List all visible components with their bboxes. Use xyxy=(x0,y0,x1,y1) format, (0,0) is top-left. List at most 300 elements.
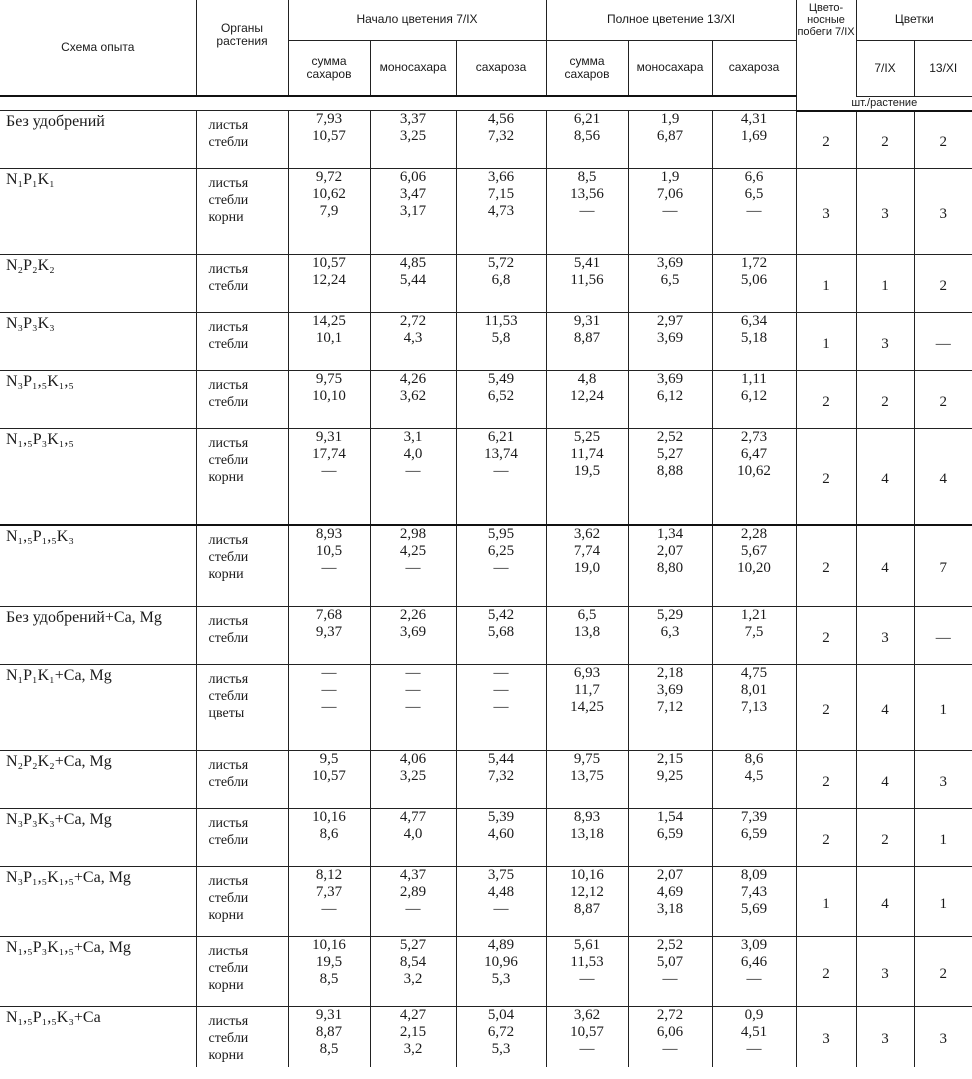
f-suc-cell-value: 1,69 xyxy=(740,128,768,144)
f-suc-cell-value: 8,09 xyxy=(740,867,768,883)
f-mono-cell xyxy=(628,665,712,751)
organs-cell-value: корни xyxy=(208,210,244,225)
s-sum-cell xyxy=(288,313,370,371)
f-sum-cell-value: 5,61 xyxy=(573,937,601,953)
f-suc-cell-value: 5,69 xyxy=(740,901,768,917)
f-sum-cell xyxy=(546,937,628,1007)
s-suc-cell xyxy=(456,867,546,937)
s-mono-cell-value: — xyxy=(405,463,421,479)
s-sum-cell-value: — xyxy=(321,559,337,576)
s-suc-cell xyxy=(456,371,546,429)
s-suc-cell-value: — xyxy=(493,901,509,917)
shoots-cell: 2 xyxy=(796,665,856,751)
f-mono-cell-value: 7,12 xyxy=(656,699,684,715)
flowers-13xi-cell: 1 xyxy=(914,665,972,751)
flowers-13xi-cell: 1 xyxy=(914,809,972,867)
f-mono-cell xyxy=(628,607,712,665)
shoots-cell: 2 xyxy=(796,429,856,525)
f-suc-cell xyxy=(712,371,796,429)
s-mono-cell xyxy=(370,371,456,429)
scheme-cell: N₁P₁K₁ xyxy=(0,169,196,255)
organs-cell-value: цветы xyxy=(208,706,245,721)
scheme-cell: Без удобрений xyxy=(0,111,196,169)
s-suc-cell-value: — xyxy=(493,559,509,576)
flowers-13xi-cell: 7 xyxy=(914,525,972,607)
f-suc-cell-value: 1,21 xyxy=(740,607,768,623)
s-mono-cell xyxy=(370,665,456,751)
organs-cell xyxy=(196,371,288,429)
organs-cell xyxy=(196,751,288,809)
s-suc-cell-value: 5,04 xyxy=(487,1007,515,1023)
f-mono-cell-value: 2,52 xyxy=(656,429,684,445)
f-mono-cell-value: 5,29 xyxy=(656,607,684,623)
header-unit: шт./растение xyxy=(796,96,972,111)
table-header xyxy=(0,0,972,111)
f-suc-cell-value: 2,28 xyxy=(740,525,768,542)
f-sum-cell-value: 3,62 xyxy=(573,525,601,542)
s-mono-cell-value: 4,26 xyxy=(399,371,427,387)
table-row xyxy=(0,1007,972,1067)
f-mono-cell xyxy=(628,313,712,371)
s-mono-cell-value: 3,2 xyxy=(403,971,423,987)
f-mono-cell-value: — xyxy=(662,971,678,987)
f-mono-cell-value: — xyxy=(662,1041,678,1057)
f-mono-cell-value: 3,69 xyxy=(656,371,684,387)
f-sum-cell-value: 5,25 xyxy=(573,429,601,445)
f-mono-cell xyxy=(628,1007,712,1067)
f-sum-cell-value: 11,53 xyxy=(570,954,604,970)
flowers-7ix-cell: 3 xyxy=(856,1007,914,1067)
organs-cell xyxy=(196,1007,288,1067)
s-suc-cell xyxy=(456,111,546,169)
f-mono-cell-value: 6,3 xyxy=(660,624,680,640)
f-sum-cell-value: 19,5 xyxy=(573,463,601,479)
f-mono-cell-value: 3,69 xyxy=(656,255,684,271)
header-full-mono: моносахара xyxy=(628,40,712,96)
table-row xyxy=(0,525,972,607)
flowers-13xi-cell: — xyxy=(914,607,972,665)
f-suc-cell-value: 7,5 xyxy=(744,624,764,640)
f-suc-cell-value: — xyxy=(746,971,762,987)
s-sum-cell-value: 9,37 xyxy=(315,624,343,640)
scheme-cell: N₃P₃K₃ xyxy=(0,313,196,371)
s-suc-cell xyxy=(456,525,546,607)
s-sum-cell-value: 8,93 xyxy=(315,525,343,542)
organs-cell-value: стебли xyxy=(208,135,249,150)
flowers-7ix-cell: 1 xyxy=(856,255,914,313)
f-sum-cell xyxy=(546,371,628,429)
scheme-cell: N₂P₂K₂ xyxy=(0,255,196,313)
f-suc-cell xyxy=(712,937,796,1007)
f-suc-cell xyxy=(712,111,796,169)
s-mono-cell xyxy=(370,169,456,255)
s-sum-cell-value: 10,16 xyxy=(312,937,346,953)
f-sum-cell xyxy=(546,255,628,313)
f-suc-cell xyxy=(712,429,796,525)
s-sum-cell-value: 12,24 xyxy=(312,272,346,288)
f-mono-cell xyxy=(628,371,712,429)
s-suc-cell-value: — xyxy=(493,463,509,479)
s-mono-cell xyxy=(370,111,456,169)
organs-cell-value: листья xyxy=(208,176,249,191)
table-row xyxy=(0,169,972,255)
s-sum-cell-value: 10,1 xyxy=(315,330,343,346)
s-suc-cell-value: 5,3 xyxy=(491,1041,511,1057)
s-sum-cell-value: 14,25 xyxy=(312,313,346,329)
organs-cell xyxy=(196,525,288,607)
f-suc-cell-value: 8,01 xyxy=(740,682,768,698)
header-full-sum: сумма сахаров xyxy=(546,40,628,96)
s-sum-cell-value: 9,5 xyxy=(319,751,339,767)
f-sum-cell-value: — xyxy=(579,203,595,219)
scheme-cell: Без удобрений+Ca, Mg xyxy=(0,607,196,665)
f-suc-cell xyxy=(712,525,796,607)
s-sum-cell-value: 10,5 xyxy=(315,542,343,559)
s-suc-cell-value: 4,56 xyxy=(487,111,515,127)
f-sum-cell-value: 10,57 xyxy=(570,1024,604,1040)
organs-cell xyxy=(196,429,288,525)
f-sum-cell-value: 13,75 xyxy=(570,768,604,784)
s-mono-cell xyxy=(370,751,456,809)
f-suc-cell-value: 10,20 xyxy=(737,559,771,576)
f-suc-cell xyxy=(712,169,796,255)
organs-cell xyxy=(196,111,288,169)
f-suc-cell-value: 6,34 xyxy=(740,313,768,329)
s-mono-cell-value: 3,1 xyxy=(403,429,423,445)
table-body xyxy=(0,111,972,1067)
f-sum-cell xyxy=(546,867,628,937)
s-sum-cell xyxy=(288,665,370,751)
s-sum-cell-value: — xyxy=(321,699,337,715)
scheme-cell: N₁,₅P₃K₁,₅ xyxy=(0,429,196,525)
s-suc-cell xyxy=(456,937,546,1007)
table-row xyxy=(0,937,972,1007)
organs-cell xyxy=(196,607,288,665)
table-row xyxy=(0,371,972,429)
s-mono-cell-value: 3,17 xyxy=(399,203,427,219)
f-sum-cell-value: 6,93 xyxy=(573,665,601,681)
organs-cell xyxy=(196,937,288,1007)
header-start-mono: моносахара xyxy=(370,40,456,96)
scheme-cell: N₁,₅P₁,₅K₃ xyxy=(0,525,196,607)
table-row xyxy=(0,111,972,169)
organs-cell-value: стебли xyxy=(208,689,249,704)
f-sum-cell xyxy=(546,607,628,665)
s-sum-cell-value: 17,74 xyxy=(312,446,346,462)
f-sum-cell-value: 11,7 xyxy=(574,682,600,698)
s-mono-cell xyxy=(370,1007,456,1067)
organs-cell-value: листья xyxy=(208,614,249,629)
s-suc-cell-value: 11,53 xyxy=(484,313,518,329)
f-sum-cell xyxy=(546,169,628,255)
header-full-bloom: Полное цветение 13/XI xyxy=(546,0,796,40)
f-sum-cell-value: 7,74 xyxy=(573,542,601,559)
f-sum-cell xyxy=(546,809,628,867)
table-row xyxy=(0,665,972,751)
s-suc-cell xyxy=(456,751,546,809)
flowers-13xi-cell: 2 xyxy=(914,111,972,169)
s-sum-cell xyxy=(288,429,370,525)
s-sum-cell-value: 10,57 xyxy=(312,255,346,271)
s-mono-cell xyxy=(370,607,456,665)
s-suc-cell xyxy=(456,665,546,751)
f-sum-cell xyxy=(546,665,628,751)
f-sum-cell-value: 13,8 xyxy=(573,624,601,640)
f-sum-cell xyxy=(546,111,628,169)
s-suc-cell xyxy=(456,809,546,867)
organs-cell-value: листья xyxy=(208,436,249,451)
s-suc-cell-value: 5,49 xyxy=(487,371,515,387)
s-sum-cell-value: 8,5 xyxy=(319,971,339,987)
organs-cell-value: стебли xyxy=(208,1031,249,1046)
f-sum-cell xyxy=(546,525,628,607)
s-suc-cell xyxy=(456,255,546,313)
s-mono-cell-value: 4,77 xyxy=(399,809,427,825)
f-mono-cell-value: 6,5 xyxy=(660,272,680,288)
f-mono-cell-value: 3,69 xyxy=(656,682,684,698)
s-suc-cell-value: 3,66 xyxy=(487,169,515,185)
s-suc-cell-value: 5,68 xyxy=(487,624,515,640)
f-suc-cell-value: — xyxy=(746,203,762,219)
s-suc-cell-value: 10,96 xyxy=(484,954,518,970)
s-sum-cell xyxy=(288,255,370,313)
shoots-cell: 2 xyxy=(796,525,856,607)
f-sum-cell xyxy=(546,751,628,809)
f-mono-cell-value: 2,72 xyxy=(656,1007,684,1023)
f-suc-cell-value: 8,6 xyxy=(744,751,764,767)
organs-cell-value: листья xyxy=(208,1014,249,1029)
f-suc-cell-value: 4,5 xyxy=(744,768,764,784)
s-mono-cell xyxy=(370,255,456,313)
s-suc-cell-value: 7,32 xyxy=(487,128,515,144)
organs-cell-value: стебли xyxy=(208,395,249,410)
s-mono-cell xyxy=(370,429,456,525)
s-mono-cell-value: 4,27 xyxy=(399,1007,427,1023)
organs-cell-value: листья xyxy=(208,118,249,133)
shoots-cell: 3 xyxy=(796,169,856,255)
flowers-7ix-cell: 3 xyxy=(856,607,914,665)
scheme-cell: N₃P₃K₃+Ca, Mg xyxy=(0,809,196,867)
shoots-cell: 2 xyxy=(796,371,856,429)
flowers-7ix-cell: 2 xyxy=(856,111,914,169)
s-sum-cell-value: 8,87 xyxy=(315,1024,343,1040)
s-sum-cell-value: — xyxy=(321,463,337,479)
s-sum-cell-value: 9,31 xyxy=(315,1007,343,1023)
f-suc-cell xyxy=(712,665,796,751)
f-suc-cell xyxy=(712,809,796,867)
flowers-7ix-cell: 3 xyxy=(856,313,914,371)
organs-cell-value: стебли xyxy=(208,775,249,790)
f-suc-cell-value: 5,06 xyxy=(740,272,768,288)
f-mono-cell xyxy=(628,255,712,313)
s-mono-cell-value: 4,25 xyxy=(399,542,427,559)
organs-cell-value: корни xyxy=(208,1048,244,1063)
f-mono-cell-value: 2,97 xyxy=(656,313,684,329)
s-sum-cell-value: 19,5 xyxy=(315,954,343,970)
header-start-sum: сумма сахаров xyxy=(288,40,370,96)
s-suc-cell xyxy=(456,169,546,255)
shoots-cell: 2 xyxy=(796,937,856,1007)
f-sum-cell-value: 13,18 xyxy=(570,826,604,842)
scheme-cell: N₂P₂K₂+Ca, Mg xyxy=(0,751,196,809)
organs-cell-value: стебли xyxy=(208,961,249,976)
flowers-13xi-cell: — xyxy=(914,313,972,371)
shoots-cell: 2 xyxy=(796,607,856,665)
f-sum-cell-value: 8,93 xyxy=(573,809,601,825)
flowers-13xi-cell: 1 xyxy=(914,867,972,937)
f-suc-cell xyxy=(712,313,796,371)
organs-cell-value: стебли xyxy=(208,193,249,208)
organs-cell-value: стебли xyxy=(208,549,249,565)
s-mono-cell xyxy=(370,937,456,1007)
f-mono-cell-value: 6,87 xyxy=(656,128,684,144)
header-full-sucrose: сахароза xyxy=(712,40,796,96)
s-suc-cell-value: 5,72 xyxy=(487,255,515,271)
s-mono-cell-value: 8,54 xyxy=(399,954,427,970)
f-suc-cell-value: — xyxy=(746,1041,762,1057)
s-suc-cell-value: 4,73 xyxy=(487,203,515,219)
organs-cell-value: листья xyxy=(208,874,249,889)
s-suc-cell-value: 3,75 xyxy=(487,867,515,883)
flowers-13xi-cell: 4 xyxy=(914,429,972,525)
f-mono-cell-value: 9,25 xyxy=(656,768,684,784)
f-mono-cell-value: 8,80 xyxy=(656,559,684,576)
f-suc-cell xyxy=(712,255,796,313)
s-mono-cell-value: 2,15 xyxy=(399,1024,427,1040)
scheme-cell: N₁,₅P₁,₅K₃+Ca xyxy=(0,1007,196,1067)
organs-cell-value: листья xyxy=(208,944,249,959)
f-mono-cell xyxy=(628,867,712,937)
s-sum-cell-value: 7,68 xyxy=(315,607,343,623)
s-suc-cell-value: 4,89 xyxy=(487,937,515,953)
organs-cell-value: стебли xyxy=(208,279,249,294)
f-suc-cell-value: 5,67 xyxy=(740,542,768,559)
flowers-7ix-cell: 3 xyxy=(856,169,914,255)
s-sum-cell-value: 7,93 xyxy=(315,111,343,127)
f-mono-cell-value: 1,54 xyxy=(656,809,684,825)
scheme-cell: N₃P₁,₅K₁,₅+Ca, Mg xyxy=(0,867,196,937)
f-mono-cell xyxy=(628,429,712,525)
f-mono-cell-value: 2,07 xyxy=(656,867,684,883)
f-mono-cell-value: 7,06 xyxy=(656,186,684,202)
organs-cell-value: стебли xyxy=(208,891,249,906)
s-suc-cell-value: 5,42 xyxy=(487,607,515,623)
header-start-sucrose: сахароза xyxy=(456,40,546,96)
scheme-cell: N₃P₁,₅K₁,₅ xyxy=(0,371,196,429)
organs-cell-value: листья xyxy=(208,378,249,393)
f-mono-cell-value: 3,69 xyxy=(656,330,684,346)
f-mono-cell-value: 6,59 xyxy=(656,826,684,842)
s-sum-cell-value: 10,57 xyxy=(312,128,346,144)
f-sum-cell-value: — xyxy=(579,1041,595,1057)
flowers-7ix-cell: 2 xyxy=(856,371,914,429)
f-suc-cell-value: 7,39 xyxy=(740,809,768,825)
s-mono-cell-value: 4,0 xyxy=(403,826,423,842)
s-sum-cell xyxy=(288,371,370,429)
s-suc-cell xyxy=(456,313,546,371)
scheme-cell: N₁P₁K₁+Ca, Mg xyxy=(0,665,196,751)
f-mono-cell-value: 5,07 xyxy=(656,954,684,970)
f-suc-cell-value: 4,51 xyxy=(740,1024,768,1040)
s-mono-cell-value: — xyxy=(405,901,421,917)
f-suc-cell-value: 3,09 xyxy=(740,937,768,953)
f-mono-cell-value: 6,12 xyxy=(656,388,684,404)
shoots-cell: 2 xyxy=(796,809,856,867)
f-sum-cell-value: 12,24 xyxy=(570,388,604,404)
f-sum-cell-value: 6,21 xyxy=(573,111,601,127)
f-suc-cell-value: 10,62 xyxy=(737,463,771,479)
s-mono-cell-value: 4,0 xyxy=(403,446,423,462)
s-sum-cell-value: 10,57 xyxy=(312,768,346,784)
shoots-cell: 2 xyxy=(796,111,856,169)
s-sum-cell-value: 8,6 xyxy=(319,826,339,842)
organs-cell-value: листья xyxy=(208,816,249,831)
s-suc-cell xyxy=(456,607,546,665)
organs-cell-value: корни xyxy=(208,908,244,923)
f-mono-cell-value: — xyxy=(662,203,678,219)
f-mono-cell-value: 1,9 xyxy=(660,169,680,185)
s-sum-cell xyxy=(288,1007,370,1067)
s-suc-cell-value: 6,21 xyxy=(487,429,515,445)
s-mono-cell-value: 2,72 xyxy=(399,313,427,329)
s-sum-cell xyxy=(288,937,370,1007)
f-mono-cell-value: 2,07 xyxy=(656,542,684,559)
s-sum-cell xyxy=(288,525,370,607)
s-mono-cell-value: 3,62 xyxy=(399,388,427,404)
flowers-7ix-cell: 4 xyxy=(856,665,914,751)
f-sum-cell-value: 19,0 xyxy=(573,559,601,576)
header-scheme: Схема опыта xyxy=(0,0,196,96)
flowers-7ix-cell: 4 xyxy=(856,525,914,607)
organs-cell-value: корни xyxy=(208,978,244,993)
s-mono-cell xyxy=(370,809,456,867)
s-mono-cell-value: 3,47 xyxy=(399,186,427,202)
s-suc-cell-value: — xyxy=(493,682,509,698)
table-row xyxy=(0,255,972,313)
s-mono-cell-value: 2,89 xyxy=(399,884,427,900)
f-sum-cell-value: 4,8 xyxy=(577,371,597,387)
table-row xyxy=(0,313,972,371)
f-suc-cell-value: 6,12 xyxy=(740,388,768,404)
f-suc-cell-value: 6,59 xyxy=(740,826,768,842)
s-mono-cell-value: 5,44 xyxy=(399,272,427,288)
s-sum-cell xyxy=(288,607,370,665)
f-mono-cell xyxy=(628,169,712,255)
f-sum-cell xyxy=(546,1007,628,1067)
f-suc-cell xyxy=(712,867,796,937)
f-suc-cell-value: 2,73 xyxy=(740,429,768,445)
s-sum-cell xyxy=(288,809,370,867)
f-suc-cell-value: 6,6 xyxy=(744,169,764,185)
f-suc-cell-value: 7,13 xyxy=(740,699,768,715)
s-sum-cell xyxy=(288,751,370,809)
f-mono-cell-value: 2,52 xyxy=(656,937,684,953)
f-sum-cell xyxy=(546,429,628,525)
s-suc-cell xyxy=(456,1007,546,1067)
organs-cell-value: листья xyxy=(208,532,249,548)
s-mono-cell-value: 2,98 xyxy=(399,525,427,542)
flowers-7ix-cell: 3 xyxy=(856,937,914,1007)
s-sum-cell-value: 9,72 xyxy=(315,169,343,185)
f-mono-cell xyxy=(628,751,712,809)
organs-cell-value: стебли xyxy=(208,337,249,352)
s-suc-cell-value: 6,25 xyxy=(487,542,515,559)
f-suc-cell-value: 6,47 xyxy=(740,446,768,462)
f-sum-cell-value: 9,75 xyxy=(573,751,601,767)
f-mono-cell xyxy=(628,111,712,169)
s-sum-cell-value: 8,12 xyxy=(315,867,343,883)
s-suc-cell-value: 4,48 xyxy=(487,884,515,900)
